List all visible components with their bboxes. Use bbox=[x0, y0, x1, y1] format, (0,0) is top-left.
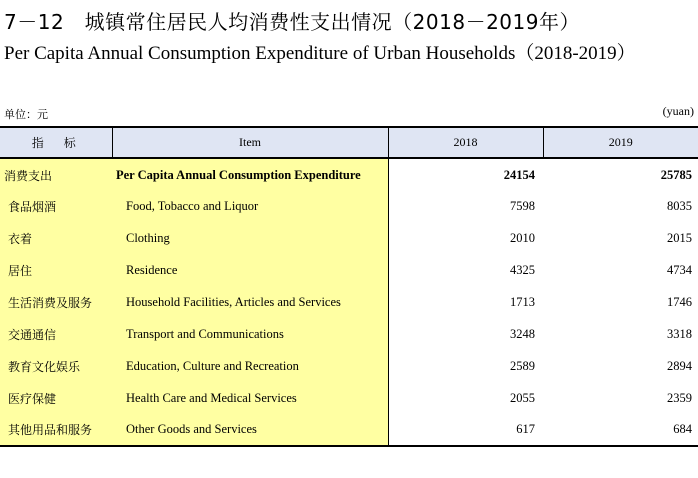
row-label-cn: 教育文化娱乐 bbox=[0, 350, 112, 382]
cell-2018: 3248 bbox=[510, 326, 535, 341]
row-label-cn: 交通通信 bbox=[0, 318, 112, 350]
header-item-en: Item bbox=[112, 127, 388, 158]
table-row bbox=[0, 350, 698, 382]
table-row bbox=[0, 222, 698, 254]
table-row bbox=[0, 286, 698, 318]
cell-2019: 8035 bbox=[667, 198, 692, 213]
cell-2019: 684 bbox=[543, 414, 698, 446]
cell-2019: 25785 bbox=[660, 168, 692, 182]
cell-2018: 2010 bbox=[510, 230, 535, 245]
cell-2018: 1713 bbox=[510, 294, 535, 309]
row-label-cn: 医疗保健 bbox=[0, 382, 112, 414]
unit-label-en: (yuan) bbox=[662, 104, 694, 118]
header-year-2019: 2019 bbox=[543, 127, 698, 158]
cell-2019: 4734 bbox=[667, 262, 692, 277]
page-subtitle: Per Capita Annual Consumption Expenditure of Urban Households（2018-2019） bbox=[4, 43, 636, 64]
cell-2018: 2589 bbox=[510, 358, 535, 373]
table-row bbox=[0, 190, 698, 222]
table-row-total bbox=[0, 158, 698, 190]
cell-2019: 2359 bbox=[667, 390, 692, 405]
row-label-cn: 居住 bbox=[0, 254, 112, 286]
row-label-cn: 衣着 bbox=[0, 222, 112, 254]
cell-2019: 3318 bbox=[667, 326, 692, 341]
cell-2018: 4325 bbox=[510, 262, 535, 277]
header-year-2018: 2018 bbox=[388, 127, 543, 158]
row-label-en: Transport and Communications bbox=[112, 318, 388, 350]
table-row bbox=[0, 254, 698, 286]
unit-label-cn: 单位：元 bbox=[4, 108, 48, 121]
table-header-row bbox=[0, 127, 698, 158]
expenditure-table bbox=[0, 126, 698, 447]
cell-2018: 7598 bbox=[510, 198, 535, 213]
row-label-cn: 食品烟酒 bbox=[0, 190, 112, 222]
row-label-en: Household Facilities, Articles and Services bbox=[112, 286, 388, 318]
cell-2018: 617 bbox=[388, 414, 543, 446]
row-label-en: Residence bbox=[112, 254, 388, 286]
table-row bbox=[0, 382, 698, 414]
row-label-en: Clothing bbox=[112, 222, 388, 254]
row-label-cn: 消费支出 bbox=[0, 158, 112, 190]
row-label-en: Other Goods and Services bbox=[112, 414, 388, 446]
cell-2018: 24154 bbox=[503, 168, 535, 182]
row-label-cn: 生活消费及服务 bbox=[0, 286, 112, 318]
cell-2019: 2894 bbox=[667, 358, 692, 373]
table-row bbox=[0, 318, 698, 350]
row-label-cn: 其他用品和服务 bbox=[0, 414, 112, 446]
table-row bbox=[0, 414, 698, 446]
row-label-en: Per Capita Annual Consumption Expenditure bbox=[112, 158, 388, 190]
cell-2019: 1746 bbox=[667, 294, 692, 309]
row-label-en: Health Care and Medical Services bbox=[112, 382, 388, 414]
cell-2018: 2055 bbox=[510, 390, 535, 405]
cell-2019: 2015 bbox=[667, 230, 692, 245]
header-indicator-cn: 指 标 bbox=[0, 127, 112, 158]
row-label-en: Education, Culture and Recreation bbox=[112, 350, 388, 382]
row-label-en: Food, Tobacco and Liquor bbox=[112, 190, 388, 222]
page-title: 7－12 城镇常住居民人均消费性支出情况（2018－2019年） bbox=[4, 10, 580, 34]
